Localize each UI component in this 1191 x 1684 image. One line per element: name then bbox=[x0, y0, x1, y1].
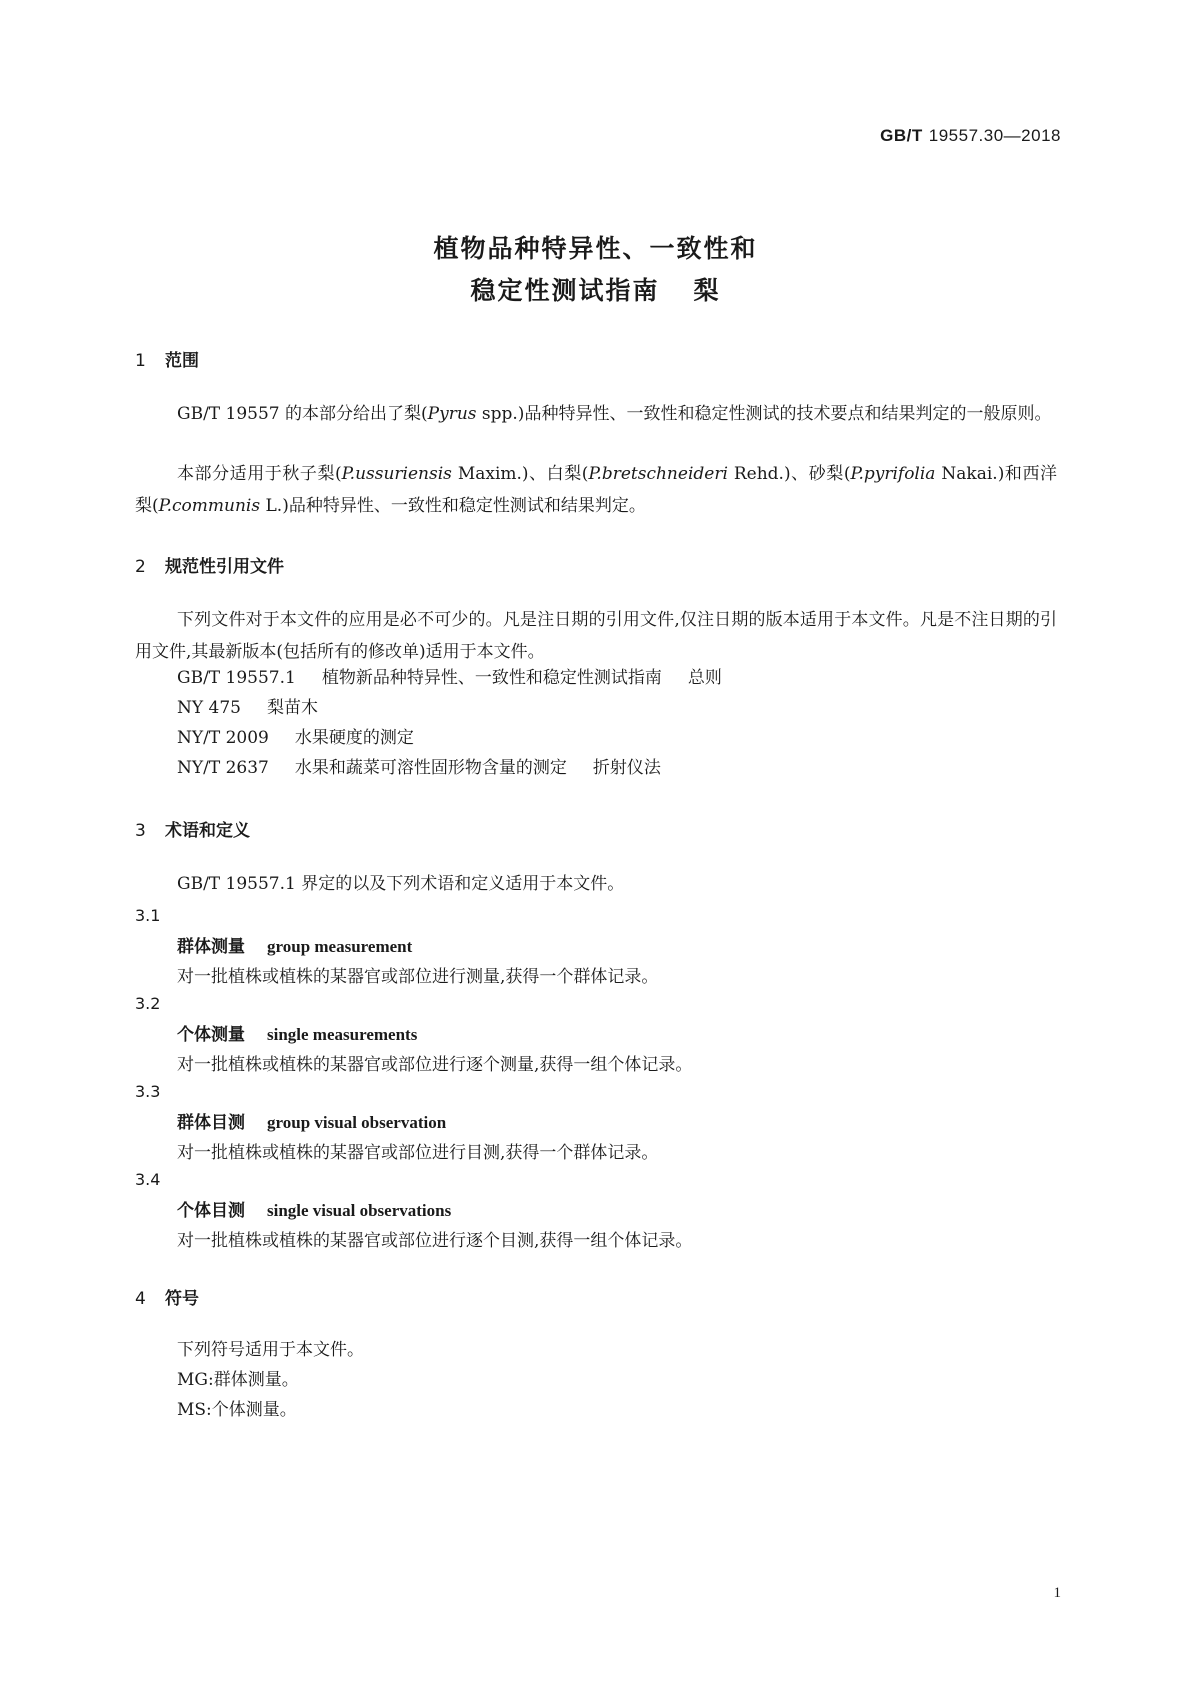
reference-code: NY/T 2637 bbox=[177, 758, 269, 778]
term-title bbox=[177, 932, 412, 957]
term-title bbox=[177, 1108, 446, 1133]
scope-paragraph-1: GB/T 19557 的本部分给出了梨(Pyrus spp.)品种特异性、一致性和稳定性测试的技术要点和结果判定的一般原则。 bbox=[177, 404, 1052, 424]
term-en: single measurements bbox=[267, 1025, 418, 1044]
reference-item bbox=[177, 692, 318, 724]
section-title: 术语和定义 bbox=[165, 821, 250, 841]
symbol-item: MS:个体测量。 bbox=[177, 1400, 297, 1420]
reference-item bbox=[177, 722, 414, 754]
references-intro: 下列文件对于本文件的应用是必不可少的。凡是注日期的引用文件,仅注日期的版本适用于本文件。凡是不注日期的引用文件,其最新版本(包括所有的修改单)适用于本文件。 bbox=[135, 610, 1057, 662]
reference-title: 植物新品种特异性、一致性和稳定性测试指南 bbox=[321, 668, 662, 688]
reference-title: 水果和蔬菜可溶性固形物含量的测定 bbox=[294, 758, 567, 778]
term-title bbox=[177, 1020, 417, 1045]
reference-extra: 折射仪法 bbox=[592, 758, 661, 778]
symbol-item: MG:群体测量。 bbox=[177, 1370, 299, 1390]
terms-intro: GB/T 19557.1 界定的以及下列术语和定义适用于本文件。 bbox=[177, 874, 625, 894]
title-main: 稳定性测试指南 bbox=[470, 276, 660, 305]
standard-code bbox=[880, 126, 1061, 146]
term-zh: 群体目测 bbox=[177, 1113, 245, 1133]
term-zh: 群体测量 bbox=[177, 937, 245, 957]
term-definition: 对一批植株或植株的某器官或部位进行逐个测量,获得一组个体记录。 bbox=[177, 1055, 693, 1075]
term-definition: 对一批植株或植株的某器官或部位进行测量,获得一个群体记录。 bbox=[177, 967, 659, 987]
reference-code: NY 475 bbox=[177, 698, 241, 718]
section-1-heading bbox=[135, 346, 199, 371]
section-2-heading bbox=[135, 552, 284, 577]
code-number: 19557.30—2018 bbox=[928, 126, 1061, 145]
section-title: 符号 bbox=[165, 1289, 199, 1309]
section-number: 2 bbox=[135, 557, 146, 577]
title-line-1: 植物品种特异性、一致性和 bbox=[433, 234, 758, 263]
species-name: P.pyrifolia bbox=[850, 464, 936, 484]
page-number: 1 bbox=[1053, 1585, 1061, 1601]
section-number: 3 bbox=[135, 821, 146, 841]
symbols-intro: 下列符号适用于本文件。 bbox=[177, 1340, 364, 1360]
species-name: P.communis bbox=[158, 496, 261, 516]
term-zh: 个体目测 bbox=[177, 1201, 245, 1221]
section-number: 1 bbox=[135, 351, 146, 371]
title-crop: 梨 bbox=[693, 276, 721, 305]
title-line-2 bbox=[0, 270, 1191, 312]
reference-title: 梨苗木 bbox=[266, 698, 318, 718]
reference-item bbox=[177, 752, 661, 784]
term-definition: 对一批植株或植株的某器官或部位进行逐个目测,获得一组个体记录。 bbox=[177, 1231, 693, 1251]
species-name: Pyrus bbox=[427, 404, 477, 424]
clause-number: 3.2 bbox=[135, 994, 161, 1013]
term-zh: 个体测量 bbox=[177, 1025, 245, 1045]
term-en: group measurement bbox=[267, 937, 413, 956]
term-title bbox=[177, 1196, 451, 1221]
reference-code: GB/T 19557.1 bbox=[177, 668, 296, 688]
term-definition: 对一批植株或植株的某器官或部位进行目测,获得一个群体记录。 bbox=[177, 1143, 659, 1163]
reference-item bbox=[177, 662, 722, 694]
scope-paragraph-2: 本部分适用于秋子梨(P.ussuriensis Maxim.)、白梨(P.bretschneideri Rehd.)、砂梨(P.pyrifolia Nakai.)和西洋梨(P.communis L.)品种特异性、一致性和稳定性测试和结果判定。 bbox=[135, 464, 1057, 516]
clause-number: 3.4 bbox=[135, 1170, 161, 1189]
section-title: 范围 bbox=[165, 351, 199, 371]
reference-code: NY/T 2009 bbox=[177, 728, 269, 748]
term-en: group visual observation bbox=[267, 1113, 447, 1132]
species-name: P.bretschneideri bbox=[588, 464, 728, 484]
code-prefix: GB/T bbox=[880, 126, 923, 145]
section-number: 4 bbox=[135, 1289, 146, 1309]
section-title: 规范性引用文件 bbox=[165, 557, 284, 577]
clause-number: 3.1 bbox=[135, 906, 161, 925]
term-en: single visual observations bbox=[267, 1201, 452, 1220]
reference-extra: 总则 bbox=[687, 668, 722, 688]
species-name: P.ussuriensis bbox=[341, 464, 452, 484]
section-3-heading bbox=[135, 816, 250, 841]
document-title bbox=[0, 228, 1191, 312]
clause-number: 3.3 bbox=[135, 1082, 161, 1101]
section-4-heading bbox=[135, 1284, 199, 1309]
reference-title: 水果硬度的测定 bbox=[294, 728, 414, 748]
